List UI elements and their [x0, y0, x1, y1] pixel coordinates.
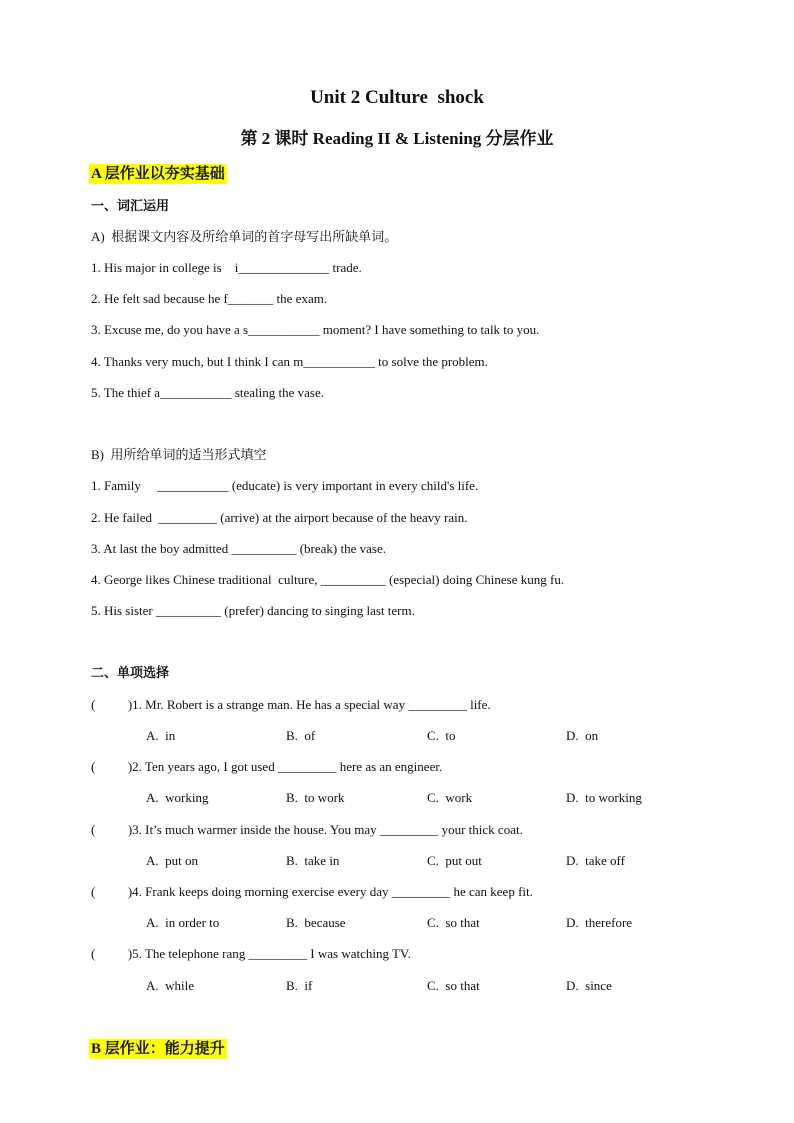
- part2-heading: 二、单项选择: [91, 665, 170, 680]
- option-b: B. of: [286, 728, 316, 743]
- option-d: D. since: [566, 978, 612, 993]
- question-stem: ( )2. Ten years ago, I got used _________ here as an engineer.: [91, 759, 443, 774]
- section-a-heading: A 层作业以夯实基础: [91, 166, 225, 182]
- vocab-item: 4. Thanks very much, but I think I can m___________ to solve the problem.: [91, 354, 488, 369]
- question-stem: ( )4. Frank keeps doing morning exercise every day _________ he can keep fit.: [91, 884, 533, 899]
- option-a: A. in: [146, 728, 176, 743]
- word-form-item: 4. George likes Chinese traditional culture, __________ (especial) doing Chinese kung fu.: [91, 572, 565, 587]
- document-title: Unit 2 Culture shock: [310, 87, 484, 108]
- option-a: A. in order to: [146, 915, 220, 930]
- question-stem: ( )1. Mr. Robert is a strange man. He has a special way _________ life.: [91, 697, 491, 712]
- word-form-item: 5. His sister __________ (prefer) dancing to singing last term.: [91, 603, 415, 618]
- option-b: B. to work: [286, 790, 345, 805]
- option-a: A. put on: [146, 853, 198, 868]
- part1-b-instruction: B) 用所给单词的适当形式填空: [91, 447, 267, 462]
- option-c: C. so that: [427, 915, 480, 930]
- option-a: A. while: [146, 978, 195, 993]
- vocab-item: 5. The thief a___________ stealing the vase.: [91, 385, 324, 400]
- option-c: C. put out: [427, 853, 482, 868]
- option-c: C. to: [427, 728, 456, 743]
- option-b: B. if: [286, 978, 313, 993]
- word-form-item: 1. Family ___________ (educate) is very important in every child's life.: [91, 478, 479, 493]
- question-stem: ( )5. The telephone rang _________ I was watching TV.: [91, 946, 411, 961]
- part1-heading: 一、词汇运用: [91, 198, 170, 213]
- section-b-heading: B 层作业：能力提升: [91, 1041, 225, 1057]
- option-d: D. therefore: [566, 915, 633, 930]
- part1-a-instruction: A) 根据课文内容及所给单词的首字母写出所缺单词。: [91, 229, 398, 244]
- vocab-item: 1. His major in college is i______________ trade.: [91, 260, 362, 275]
- option-d: D. to working: [566, 790, 642, 805]
- vocab-item: 2. He felt sad because he f_______ the exam.: [91, 291, 328, 306]
- option-b: B. because: [286, 915, 346, 930]
- word-form-item: 2. He failed _________ (arrive) at the airport because of the heavy rain.: [91, 510, 468, 525]
- option-d: D. take off: [566, 853, 625, 868]
- vocab-item: 3. Excuse me, do you have a s___________ moment? I have something to talk to you.: [91, 322, 540, 337]
- option-c: C. work: [427, 790, 473, 805]
- word-form-item: 3. At last the boy admitted __________ (break) the vase.: [91, 541, 386, 556]
- option-a: A. working: [146, 790, 209, 805]
- option-c: C. so that: [427, 978, 480, 993]
- question-stem: ( )3. It’s much warmer inside the house. You may _________ your thick coat.: [91, 822, 523, 837]
- document-subtitle: 第 2 课时 Reading II & Listening 分层作业: [240, 129, 554, 148]
- option-d: D. on: [566, 728, 599, 743]
- option-b: B. take in: [286, 853, 340, 868]
